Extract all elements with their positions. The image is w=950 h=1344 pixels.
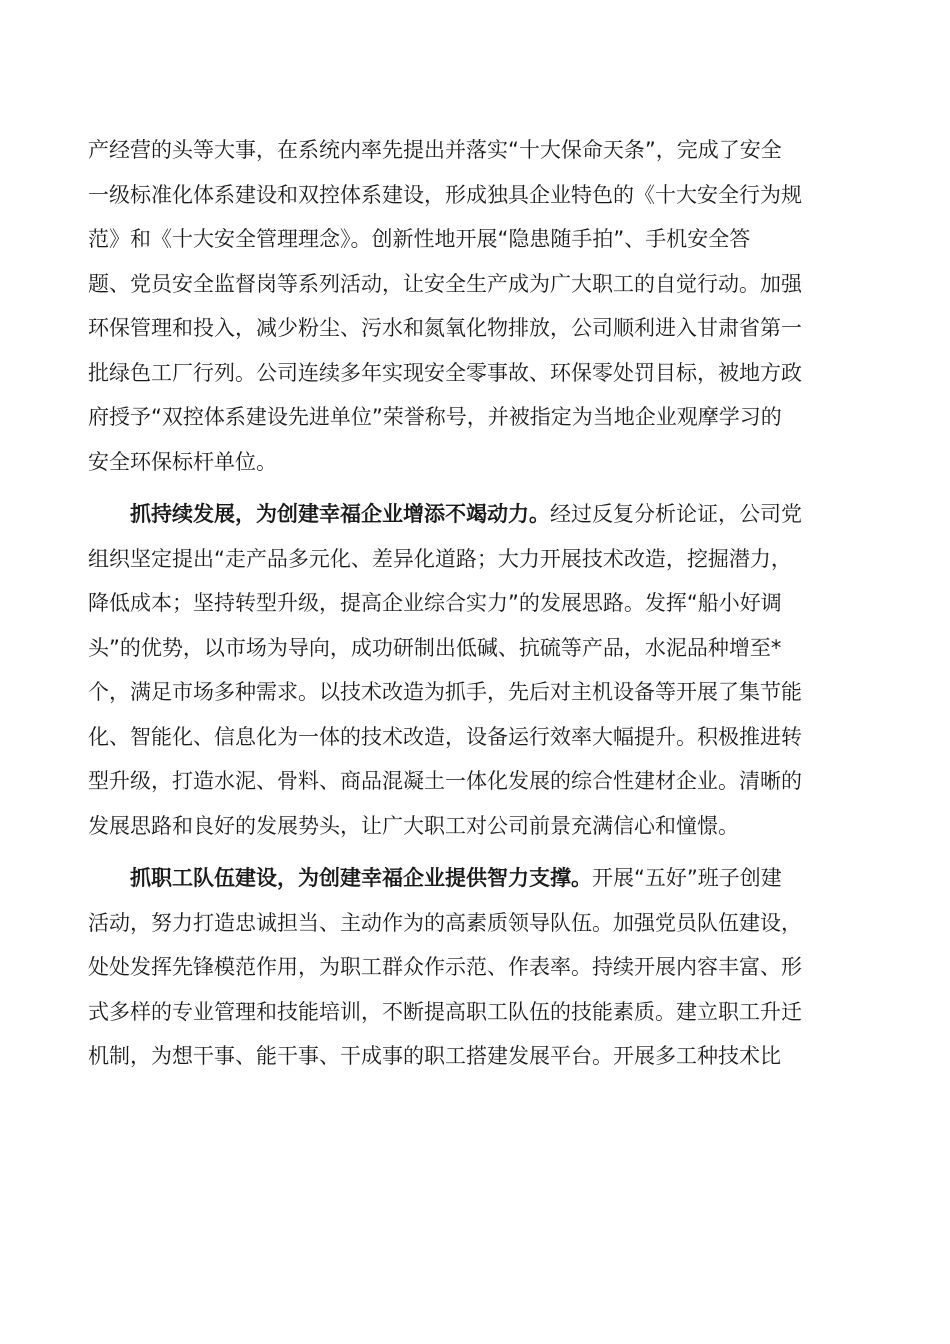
paragraph-line: 机制，为想干事、能干事、干成事的职工搭建发展平台。开展多工种技术比 — [88, 1044, 781, 1068]
paragraph-line: 产经营的头等大事，在系统内率先提出并落实“十大保命天条”，完成了安全 — [88, 138, 782, 162]
paragraph-line: 府授予“双控体系建设先进单位”荣誉称号，并被指定为当地企业观摩学习的 — [88, 405, 782, 429]
paragraph-first-line — [88, 856, 848, 901]
paragraph-line: 处处发挥先锋模范作用，为职工群众作示范、作表率。持续开展内容丰富、形 — [88, 955, 802, 979]
paragraph-safety — [88, 128, 848, 484]
paragraph-line: 题、党员安全监督岗等系列活动，让安全生产成为广大职工的自觉行动。加强 — [88, 271, 802, 296]
paragraph-text: 经过反复分析论证，公司党 — [550, 502, 802, 526]
paragraph-line: 一级标准化体系建设和双控体系建设，形成独具企业特色的《十大安全行为规 — [88, 182, 802, 207]
paragraph-text: 开展“五好”班子创建 — [592, 866, 782, 890]
paragraph-heading: 抓职工队伍建设，为创建幸福企业提供智力支撑。 — [130, 866, 592, 890]
paragraph-first-line — [88, 492, 848, 537]
paragraph-workforce — [88, 856, 848, 1079]
paragraph-line: 降低成本；坚持转型升级，提高企业综合实力”的发展思路。发挥“船小好调 — [88, 591, 782, 615]
paragraph-development — [88, 492, 848, 848]
paragraph-heading: 抓持续发展，为创建幸福企业增添不竭动力。 — [130, 502, 550, 526]
paragraph-line: 活动，努力打造忠诚担当、主动作为的高素质领导队伍。加强党员队伍建设， — [88, 910, 802, 935]
paragraph-line: 化、智能化、信息化为一体的技术改造，设备运行效率大幅提升。积极推进转 — [88, 724, 802, 749]
paragraph-line: 个，满足市场多种需求。以技术改造为抓手，先后对主机设备等开展了集节能 — [88, 680, 802, 704]
paragraph-line: 式多样的专业管理和技能培训，不断提高职工队伍的技能素质。建立职工升迁 — [88, 999, 802, 1024]
paragraph-line: 组织坚定提出“走产品多元化、差异化道路；大力开展技术改造，挖掘潜力， — [88, 546, 792, 571]
paragraph-line: 安全环保标杆单位。 — [88, 449, 277, 474]
paragraph-line: 型升级，打造水泥、骨料、商品混凝土一体化发展的综合性建材企业。清晰的 — [88, 769, 802, 793]
paragraph-line: 发展思路和良好的发展势头，让广大职工对公司前景充满信心和憧憬。 — [88, 813, 739, 838]
paragraph-line: 范》和《十大安全管理理念》。创新性地开展“隐患随手拍”、手机安全答 — [88, 227, 751, 251]
document-body — [88, 128, 848, 1079]
paragraph-line: 环保管理和投入，减少粉尘、污水和氮氧化物排放，公司顺利进入甘肃省第一 — [88, 316, 802, 340]
paragraph-line: 头”的优势，以市场为导向，成功研制出低碱、抗硫等产品，水泥品种增至* — [88, 635, 782, 660]
paragraph-line: 批绿色工厂行列。公司连续多年实现安全零事故、环保零处罚目标，被地方政 — [88, 360, 802, 385]
